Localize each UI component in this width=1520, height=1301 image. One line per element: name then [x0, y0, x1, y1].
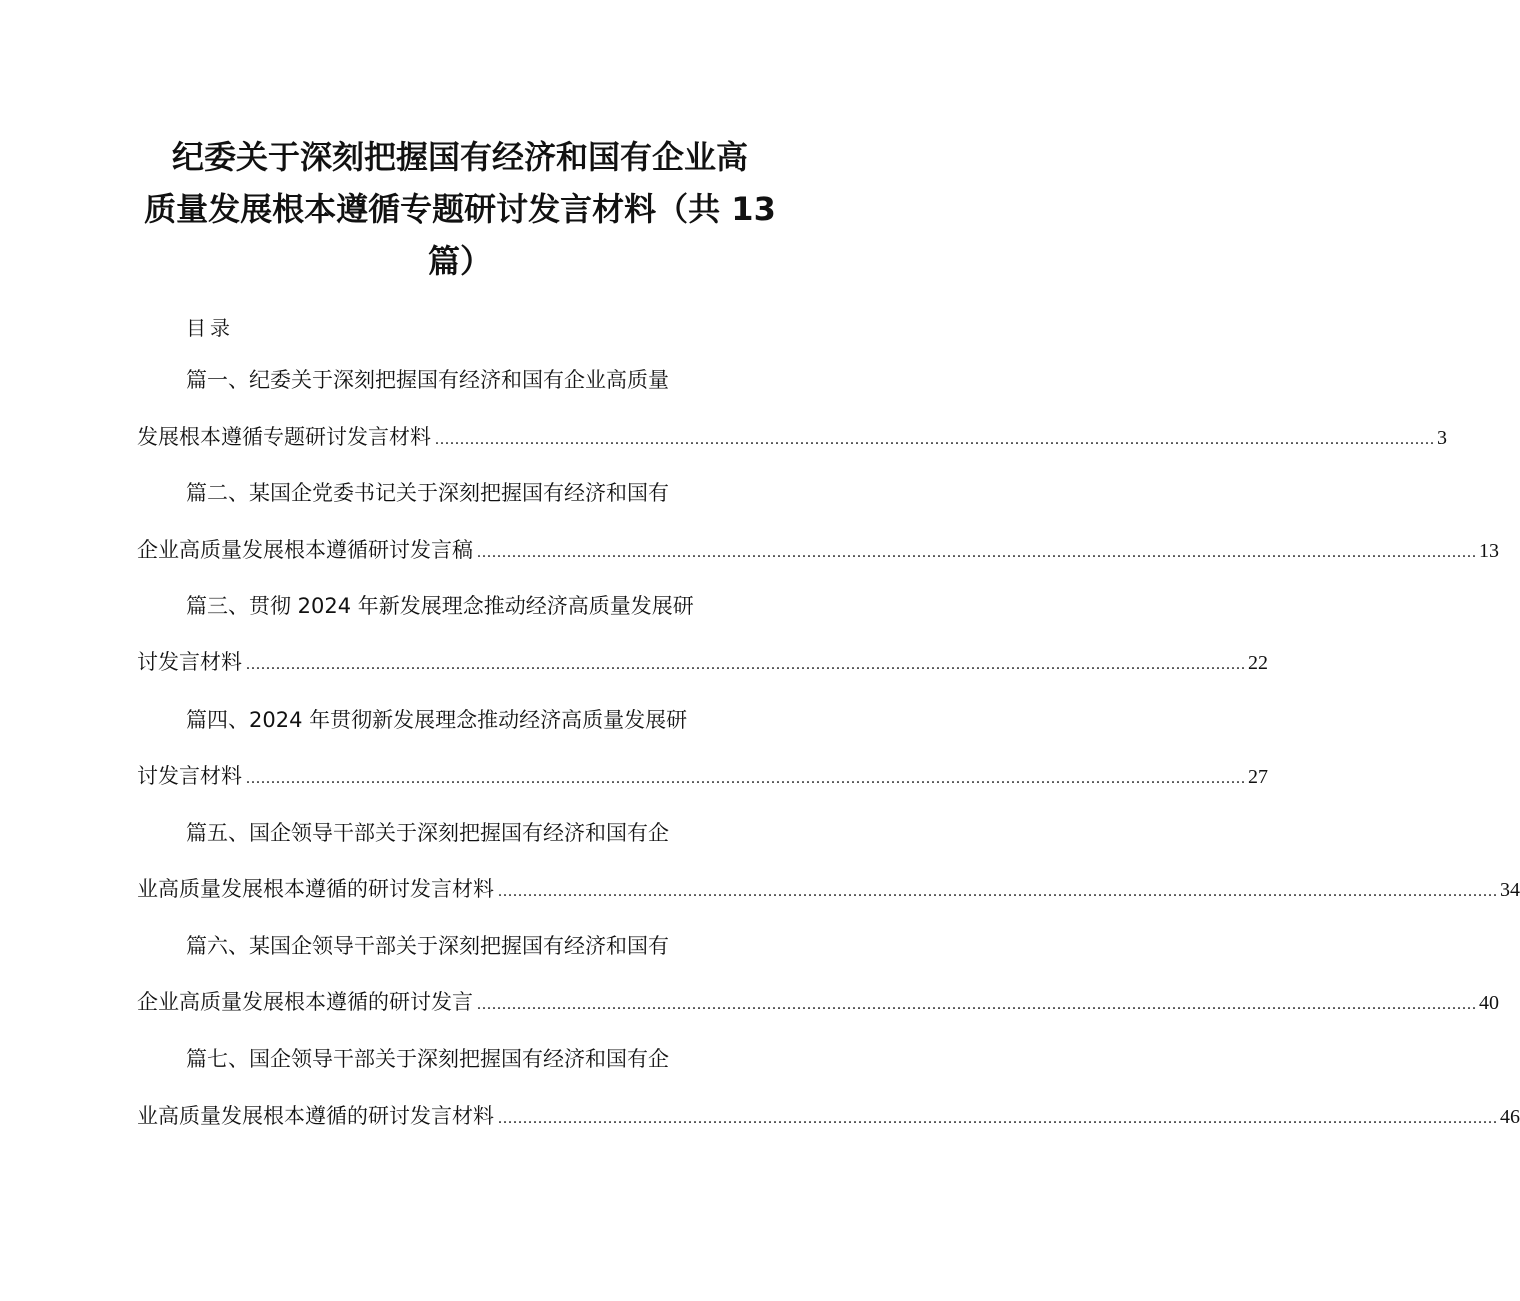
toc-entry-text: 企业高质量发展根本遵循研讨发言稿 [137, 538, 473, 562]
toc-entry-continuation[interactable] [137, 761, 1268, 794]
dot-leader: ........................................................................................................................................................................................................ [435, 431, 1435, 448]
toc-page-number: 22 [1248, 652, 1268, 674]
toc-entry-continuation[interactable] [137, 1101, 1520, 1134]
toc-entry-continuation[interactable] [137, 535, 1499, 568]
toc-entry-text: 讨发言材料 [137, 650, 242, 674]
toc-page-number: 13 [1479, 540, 1499, 562]
toc-entry-title[interactable]: 篇六、某国企领导干部关于深刻把握国有经济和国有 [186, 934, 669, 958]
toc-page-number: 46 [1500, 1106, 1520, 1128]
toc-entry-text: 讨发言材料 [137, 764, 242, 788]
toc-entry-title[interactable]: 篇七、国企领导干部关于深刻把握国有经济和国有企 [186, 1047, 669, 1071]
title-line: 纪委关于深刻把握国有经济和国有企业高 [171, 138, 748, 176]
toc-entry-text: 企业高质量发展根本遵循的研讨发言 [137, 990, 473, 1014]
toc-entry-text: 业高质量发展根本遵循的研讨发言材料 [137, 1104, 494, 1128]
dot-leader: ........................................................................................................................................................................................................ [246, 656, 1246, 673]
toc-entry-continuation[interactable] [137, 987, 1499, 1020]
toc-entry-continuation[interactable] [137, 422, 1447, 455]
dot-leader: ........................................................................................................................................................................................................ [246, 770, 1246, 787]
toc-page-number: 40 [1479, 992, 1499, 1014]
toc-entry-continuation[interactable] [137, 647, 1268, 680]
dot-leader: ........................................................................................................................................................................................................ [498, 883, 1498, 900]
toc-page-number: 34 [1500, 879, 1520, 901]
toc-page-number: 3 [1437, 427, 1447, 449]
dot-leader: ........................................................................................................................................................................................................ [477, 544, 1477, 561]
dot-leader: ........................................................................................................................................................................................................ [498, 1110, 1498, 1127]
toc-entry-title[interactable]: 篇一、纪委关于深刻把握国有经济和国有企业高质量 [186, 368, 669, 392]
toc-entry-title[interactable]: 篇五、国企领导干部关于深刻把握国有经济和国有企 [186, 821, 669, 845]
title-line: 篇） [427, 242, 492, 280]
toc-entry-title[interactable]: 篇二、某国企党委书记关于深刻把握国有经济和国有 [186, 481, 669, 505]
toc-entry-continuation[interactable] [137, 874, 1520, 907]
dot-leader: ........................................................................................................................................................................................................ [477, 996, 1477, 1013]
toc-heading: 目录 [186, 316, 234, 340]
toc-entry-text: 发展根本遵循专题研讨发言材料 [137, 425, 431, 449]
toc-entry-title[interactable]: 篇三、贯彻 2024 年新发展理念推动经济高质量发展研 [186, 594, 694, 618]
title-line: 质量发展根本遵循专题研讨发言材料（共 13 [144, 190, 776, 228]
toc-entry-text: 业高质量发展根本遵循的研讨发言材料 [137, 877, 494, 901]
toc-page-number: 27 [1248, 766, 1268, 788]
document-title [140, 131, 780, 287]
toc-entry-title[interactable]: 篇四、2024 年贯彻新发展理念推动经济高质量发展研 [186, 708, 688, 732]
